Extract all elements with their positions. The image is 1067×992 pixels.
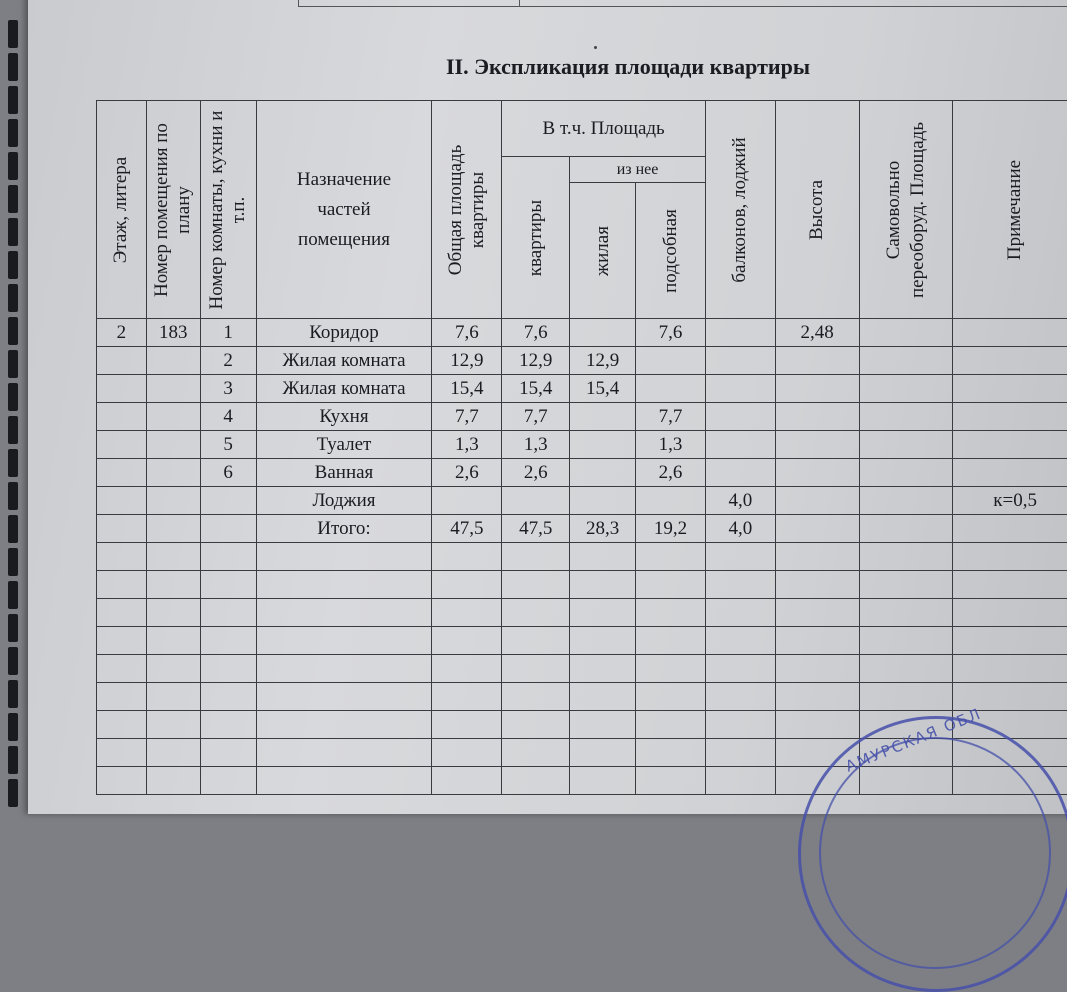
empty-cell (432, 711, 502, 739)
empty-cell (570, 571, 636, 599)
empty-cell (705, 739, 775, 767)
empty-cell (200, 599, 256, 627)
empty-cell (200, 543, 256, 571)
apartment-area-cell: 2,6 (502, 459, 570, 487)
empty-cell (636, 767, 706, 795)
empty-cell (705, 767, 775, 795)
balcony-area-cell (705, 459, 775, 487)
balcony-area-cell (705, 403, 775, 431)
totals-row (97, 515, 1067, 543)
room-cell: 3 (200, 375, 256, 403)
empty-cell (502, 655, 570, 683)
unauthorized-cell (859, 375, 953, 403)
room-cell: 2 (200, 347, 256, 375)
empty-cell (256, 599, 432, 627)
aux-area-cell: 7,7 (636, 403, 706, 431)
purpose-cell: Ванная (256, 459, 432, 487)
binding-ring (8, 251, 18, 279)
totals-height-cell (775, 515, 859, 543)
aux-area-cell: 2,6 (636, 459, 706, 487)
empty-cell (432, 599, 502, 627)
purpose-cell: Жилая комната (256, 347, 432, 375)
empty-cell (502, 599, 570, 627)
totals-living-area-cell: 28,3 (570, 515, 636, 543)
empty-cell (705, 655, 775, 683)
note-cell (953, 347, 1067, 375)
table-row (97, 403, 1067, 431)
binding-ring (8, 416, 18, 444)
empty-cell (570, 627, 636, 655)
empty-cell (953, 543, 1067, 571)
empty-cell (146, 767, 200, 795)
binding-ring (8, 614, 18, 642)
header-balconies: балконов, лоджий (705, 101, 775, 319)
empty-cell (570, 655, 636, 683)
binding-ring (8, 20, 18, 48)
total-area-cell: 2,6 (432, 459, 502, 487)
empty-cell (705, 543, 775, 571)
living-area-cell (570, 403, 636, 431)
empty-cell (146, 627, 200, 655)
document-sheet (28, 0, 1067, 814)
empty-cell (432, 767, 502, 795)
empty-cell (953, 599, 1067, 627)
table-row (97, 319, 1067, 347)
empty-cell (705, 599, 775, 627)
floor-cell (97, 487, 147, 515)
height-cell (775, 431, 859, 459)
binding-ring (8, 86, 18, 114)
empty-cell (256, 767, 432, 795)
floor-cell (97, 431, 147, 459)
empty-cell (97, 655, 147, 683)
unauthorized-cell (859, 487, 953, 515)
empty-row (97, 655, 1067, 683)
totals-aux-area-cell: 19,2 (636, 515, 706, 543)
empty-cell (636, 543, 706, 571)
header-total-area: Общая площадь квартиры (432, 101, 502, 319)
balcony-area-cell (705, 431, 775, 459)
totals-floor-cell (97, 515, 147, 543)
apartment-area-cell: 7,6 (502, 319, 570, 347)
height-cell (775, 347, 859, 375)
unauthorized-cell (859, 319, 953, 347)
premise-cell (146, 431, 200, 459)
binding-ring (8, 647, 18, 675)
empty-cell (775, 627, 859, 655)
empty-cell (97, 711, 147, 739)
height-cell (775, 375, 859, 403)
empty-cell (200, 571, 256, 599)
empty-cell (570, 683, 636, 711)
empty-cell (200, 767, 256, 795)
room-cell: 6 (200, 459, 256, 487)
binding-ring (8, 152, 18, 180)
empty-cell (432, 627, 502, 655)
apartment-area-cell: 12,9 (502, 347, 570, 375)
purpose-cell: Лоджия (256, 487, 432, 515)
empty-cell (146, 571, 200, 599)
empty-cell (775, 571, 859, 599)
empty-cell (97, 543, 147, 571)
apartment-area-cell: 15,4 (502, 375, 570, 403)
empty-cell (432, 543, 502, 571)
balcony-area-cell (705, 375, 775, 403)
empty-cell (859, 571, 953, 599)
page-title: II. Экспликация площади квартиры (288, 54, 968, 80)
empty-cell (97, 739, 147, 767)
empty-cell (200, 655, 256, 683)
empty-cell (97, 627, 147, 655)
premise-cell: 183 (146, 319, 200, 347)
empty-cell (570, 599, 636, 627)
empty-row (97, 627, 1067, 655)
apartment-area-cell: 7,7 (502, 403, 570, 431)
empty-cell (775, 655, 859, 683)
binding-ring (8, 581, 18, 609)
empty-cell (502, 627, 570, 655)
room-cell (200, 487, 256, 515)
empty-cell (859, 543, 953, 571)
purpose-cell: Жилая комната (256, 375, 432, 403)
totals-balcony-area-cell: 4,0 (705, 515, 775, 543)
ink-dot (594, 46, 597, 49)
empty-cell (502, 711, 570, 739)
premise-cell (146, 403, 200, 431)
unauthorized-cell (859, 431, 953, 459)
binding-ring (8, 548, 18, 576)
totals-unauthorized-cell (859, 515, 953, 543)
living-area-cell: 15,4 (570, 375, 636, 403)
empty-cell (432, 571, 502, 599)
empty-cell (97, 767, 147, 795)
totals-total-area-cell: 47,5 (432, 515, 502, 543)
binding-ring (8, 350, 18, 378)
header-purpose: Назначение частей помещения (256, 101, 432, 319)
empty-cell (859, 683, 953, 711)
balcony-area-cell: 4,0 (705, 487, 775, 515)
table-row (97, 431, 1067, 459)
empty-cell (775, 599, 859, 627)
empty-cell (502, 683, 570, 711)
totals-apartment-area-cell: 47,5 (502, 515, 570, 543)
totals-room-cell (200, 515, 256, 543)
empty-cell (859, 599, 953, 627)
premise-cell (146, 487, 200, 515)
empty-cell (146, 655, 200, 683)
empty-cell (502, 767, 570, 795)
header-of-which: из нее (570, 157, 706, 183)
note-cell (953, 375, 1067, 403)
binding-ring (8, 746, 18, 774)
empty-cell (705, 683, 775, 711)
empty-cell (432, 739, 502, 767)
empty-cell (200, 627, 256, 655)
empty-cell (432, 655, 502, 683)
empty-cell (256, 739, 432, 767)
floor-cell (97, 459, 147, 487)
header-auxiliary: подсобная (636, 183, 706, 319)
empty-cell (502, 543, 570, 571)
header-height: Высота (775, 101, 859, 319)
purpose-cell: Коридор (256, 319, 432, 347)
empty-cell (775, 543, 859, 571)
balcony-area-cell (705, 347, 775, 375)
room-cell: 5 (200, 431, 256, 459)
binding-ring (8, 713, 18, 741)
height-cell (775, 487, 859, 515)
apartment-area-cell: 1,3 (502, 431, 570, 459)
empty-cell (705, 571, 775, 599)
balcony-area-cell (705, 319, 775, 347)
binding-ring (8, 185, 18, 213)
empty-cell (705, 711, 775, 739)
empty-cell (146, 711, 200, 739)
floor-cell (97, 375, 147, 403)
binding-ring (8, 119, 18, 147)
empty-row (97, 599, 1067, 627)
empty-cell (146, 683, 200, 711)
binding-ring (8, 482, 18, 510)
height-cell (775, 459, 859, 487)
binding-ring (8, 449, 18, 477)
empty-cell (775, 683, 859, 711)
total-area-cell: 7,7 (432, 403, 502, 431)
aux-area-cell (636, 375, 706, 403)
empty-row (97, 683, 1067, 711)
note-cell (953, 459, 1067, 487)
purpose-cell: Кухня (256, 403, 432, 431)
binding-ring (8, 218, 18, 246)
official-stamp: АМУРСКАЯ ОБЛ (798, 716, 1067, 992)
table-row (97, 375, 1067, 403)
total-area-cell: 1,3 (432, 431, 502, 459)
header-living: жилая (570, 183, 636, 319)
table-row (97, 347, 1067, 375)
purpose-cell: Туалет (256, 431, 432, 459)
empty-cell (200, 711, 256, 739)
empty-cell (200, 683, 256, 711)
aux-area-cell (636, 347, 706, 375)
binding-ring (8, 284, 18, 312)
totals-note-cell (953, 515, 1067, 543)
empty-cell (705, 627, 775, 655)
header-note: Примечание (953, 101, 1067, 319)
empty-cell (570, 767, 636, 795)
header-floor: Этаж, литера (97, 101, 147, 319)
empty-cell (636, 739, 706, 767)
aux-area-cell (636, 487, 706, 515)
binding-ring (8, 779, 18, 807)
empty-cell (636, 627, 706, 655)
empty-cell (636, 571, 706, 599)
empty-cell (859, 655, 953, 683)
living-area-cell (570, 431, 636, 459)
empty-cell (256, 655, 432, 683)
empty-cell (570, 739, 636, 767)
header-apartments: квартиры (502, 157, 570, 319)
binding-ring (8, 53, 18, 81)
empty-cell (97, 599, 147, 627)
header-premise-number: Номер помещения по плану (146, 101, 200, 319)
empty-cell (146, 739, 200, 767)
empty-cell (953, 627, 1067, 655)
living-area-cell (570, 487, 636, 515)
empty-cell (570, 711, 636, 739)
note-cell: к=0,5 (953, 487, 1067, 515)
aux-area-cell: 1,3 (636, 431, 706, 459)
unauthorized-cell (859, 403, 953, 431)
total-area-cell: 12,9 (432, 347, 502, 375)
empty-cell (953, 655, 1067, 683)
empty-cell (256, 711, 432, 739)
previous-table-edge (298, 0, 1067, 7)
premise-cell (146, 375, 200, 403)
empty-cell (953, 571, 1067, 599)
empty-cell (256, 571, 432, 599)
unauthorized-cell (859, 347, 953, 375)
binding-ring (8, 317, 18, 345)
apartment-area-cell (502, 487, 570, 515)
floor-cell (97, 403, 147, 431)
empty-cell (636, 599, 706, 627)
empty-cell (432, 683, 502, 711)
empty-cell (256, 543, 432, 571)
living-area-cell (570, 459, 636, 487)
total-area-cell: 7,6 (432, 319, 502, 347)
note-cell (953, 319, 1067, 347)
table-row (97, 459, 1067, 487)
binding-ring (8, 680, 18, 708)
aux-area-cell: 7,6 (636, 319, 706, 347)
empty-row (97, 571, 1067, 599)
empty-cell (97, 571, 147, 599)
empty-cell (636, 683, 706, 711)
empty-cell (636, 711, 706, 739)
empty-cell (775, 711, 859, 739)
total-area-cell (432, 487, 502, 515)
unauthorized-cell (859, 459, 953, 487)
explication-table (96, 100, 1067, 795)
empty-cell (256, 627, 432, 655)
empty-cell (200, 739, 256, 767)
living-area-cell: 12,9 (570, 347, 636, 375)
totals-premise-cell (146, 515, 200, 543)
empty-cell (636, 655, 706, 683)
header-incl-area: В т.ч. Площадь (502, 101, 706, 157)
living-area-cell (570, 319, 636, 347)
premise-cell (146, 347, 200, 375)
empty-cell (570, 543, 636, 571)
height-cell (775, 403, 859, 431)
height-cell: 2,48 (775, 319, 859, 347)
empty-cell (256, 683, 432, 711)
floor-cell: 2 (97, 319, 147, 347)
note-cell (953, 431, 1067, 459)
note-cell (953, 403, 1067, 431)
header-room-number: Номер комнаты, кухни и т.п. (200, 101, 256, 319)
header-unauthorized: Самовольно переоборуд. Площадь (859, 101, 953, 319)
premise-cell (146, 459, 200, 487)
spiral-binding (0, 0, 30, 800)
table-row (97, 487, 1067, 515)
empty-cell (97, 683, 147, 711)
room-cell: 4 (200, 403, 256, 431)
empty-cell (146, 599, 200, 627)
empty-cell (146, 543, 200, 571)
empty-row (97, 543, 1067, 571)
totals-purpose-cell: Итого: (256, 515, 432, 543)
total-area-cell: 15,4 (432, 375, 502, 403)
empty-cell (502, 571, 570, 599)
binding-ring (8, 515, 18, 543)
empty-cell (502, 739, 570, 767)
binding-ring (8, 383, 18, 411)
empty-cell (859, 627, 953, 655)
room-cell: 1 (200, 319, 256, 347)
floor-cell (97, 347, 147, 375)
